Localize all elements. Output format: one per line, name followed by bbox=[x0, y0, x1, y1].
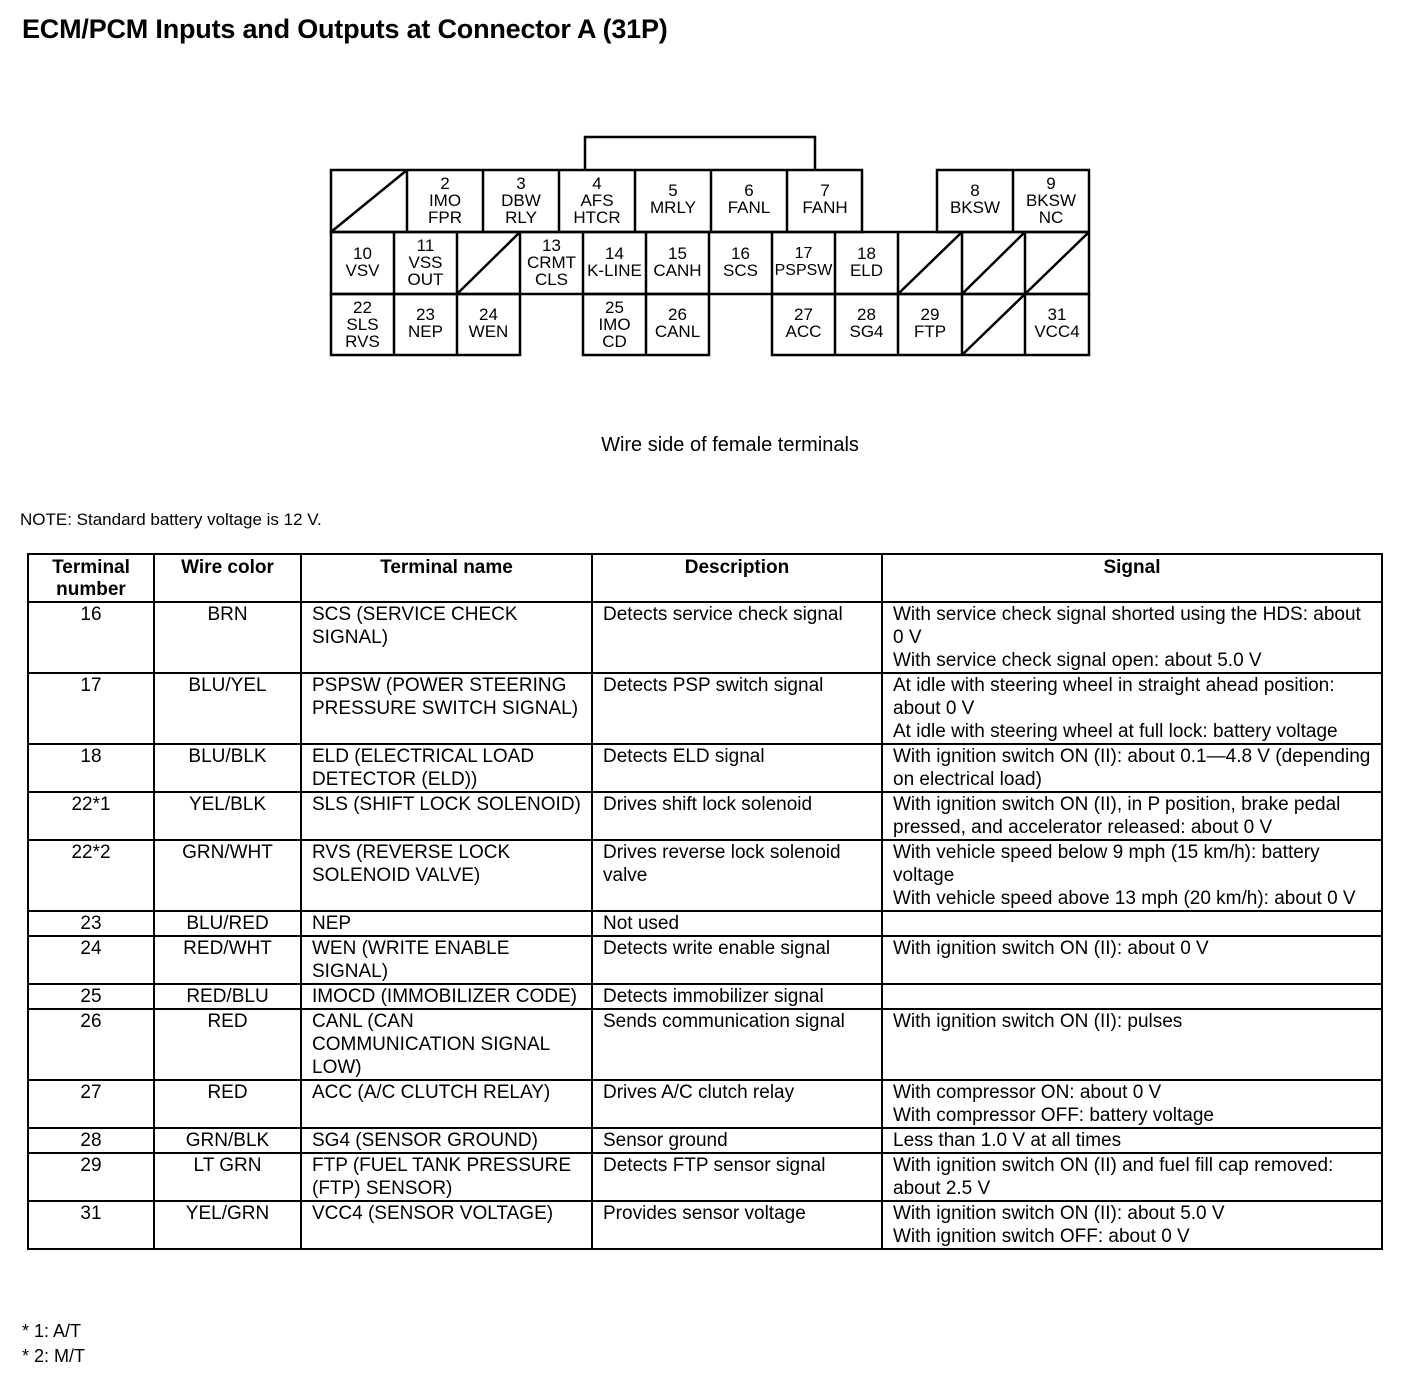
pin-number: 2 bbox=[440, 174, 450, 193]
cell-description: Sends communication signal bbox=[592, 1009, 882, 1080]
cell-terminal: 29 bbox=[28, 1153, 154, 1201]
cell-description: Detects ELD signal bbox=[592, 744, 882, 792]
cell-terminal: 22*2 bbox=[28, 840, 154, 911]
pin-number: 14 bbox=[605, 244, 624, 263]
cell-wire-color: BLU/RED bbox=[154, 911, 301, 936]
header-description: Description bbox=[592, 554, 882, 602]
cell-signal: With service check signal shorted using the HDS: about 0 V With service check signal open: about 5.0 V bbox=[882, 602, 1382, 673]
table-row bbox=[28, 1080, 1382, 1128]
header-signal: Signal bbox=[882, 554, 1382, 602]
pin-name: IMO FPR bbox=[428, 191, 462, 227]
table-row bbox=[28, 792, 1382, 840]
table-row bbox=[28, 1128, 1382, 1153]
cell-description: Detects FTP sensor signal bbox=[592, 1153, 882, 1201]
pin-name: ELD bbox=[849, 261, 884, 280]
cell-wire-color: YEL/GRN bbox=[154, 1201, 301, 1249]
pin-25 bbox=[583, 299, 646, 350]
cell-wire-color: RED/BLU bbox=[154, 984, 301, 1009]
cell-signal: With compressor ON: about 0 V With compressor OFF: battery voltage bbox=[882, 1080, 1382, 1128]
cell-description: Drives shift lock solenoid bbox=[592, 792, 882, 840]
pin-name: NEP bbox=[408, 322, 443, 341]
signal-table bbox=[27, 553, 1383, 1250]
pin-8 bbox=[937, 182, 1013, 216]
cell-signal: With ignition switch ON (II): about 0.1—4.8 V (depending on electrical load) bbox=[882, 744, 1382, 792]
table-body bbox=[28, 602, 1382, 1249]
cell-signal: Less than 1.0 V at all times bbox=[882, 1128, 1382, 1153]
pin-24 bbox=[457, 306, 520, 340]
voltage-note: NOTE: Standard battery voltage is 12 V. bbox=[20, 510, 322, 529]
pin-number: 26 bbox=[668, 305, 687, 324]
pin-number: 29 bbox=[920, 305, 940, 324]
cell-terminal-name: WEN (WRITE ENABLE SIGNAL) bbox=[301, 936, 592, 984]
pin-name: VCC4 bbox=[1034, 322, 1080, 341]
pin-number: 4 bbox=[592, 174, 602, 193]
cell-description: Drives reverse lock solenoid valve bbox=[592, 840, 882, 911]
pin-number: 31 bbox=[1047, 305, 1067, 324]
cell-terminal-name: IMOCD (IMMOBILIZER CODE) bbox=[301, 984, 592, 1009]
cell-wire-color: BLU/YEL bbox=[154, 673, 301, 744]
pin-name: IMO CD bbox=[598, 315, 631, 351]
pin-name: SCS bbox=[723, 261, 758, 280]
cell-description: Drives A/C clutch relay bbox=[592, 1080, 882, 1128]
pin-name: SG4 bbox=[849, 322, 884, 341]
pin-number: 15 bbox=[668, 244, 687, 263]
cell-terminal-name: SLS (SHIFT LOCK SOLENOID) bbox=[301, 792, 592, 840]
cell-terminal-name: ACC (A/C CLUTCH RELAY) bbox=[301, 1080, 592, 1128]
pin-number: 13 bbox=[542, 236, 561, 255]
pin-number: 16 bbox=[731, 244, 750, 263]
cell-description: Sensor ground bbox=[592, 1128, 882, 1153]
pin-number: 23 bbox=[416, 305, 435, 324]
pin-number: 5 bbox=[668, 181, 678, 200]
footnote-1: * 1: A/T bbox=[22, 1321, 82, 1341]
cell-wire-color: BRN bbox=[154, 602, 301, 673]
cell-signal: With ignition switch ON (II): pulses bbox=[882, 1009, 1382, 1080]
pin-number: 18 bbox=[857, 244, 876, 263]
pin-number: 17 bbox=[794, 245, 813, 262]
table-row bbox=[28, 1201, 1382, 1249]
cell-wire-color: RED bbox=[154, 1080, 301, 1128]
pin-number: 24 bbox=[479, 305, 498, 324]
pin-16 bbox=[709, 245, 772, 279]
table-row bbox=[28, 840, 1382, 911]
cell-terminal-name: SCS (SERVICE CHECK SIGNAL) bbox=[301, 602, 592, 673]
pin-name: BKSW bbox=[949, 198, 1001, 217]
cell-signal: At idle with steering wheel in straight ahead position: about 0 V At idle with steering wheel at full lock: battery voltage bbox=[882, 673, 1382, 744]
pin-15 bbox=[646, 245, 709, 279]
cell-wire-color: RED/WHT bbox=[154, 936, 301, 984]
diagram-caption: Wire side of female terminals bbox=[601, 434, 859, 456]
cell-terminal: 28 bbox=[28, 1128, 154, 1153]
cell-wire-color: RED bbox=[154, 1009, 301, 1080]
cell-description: Detects PSP switch signal bbox=[592, 673, 882, 744]
pin-number: 9 bbox=[1046, 174, 1056, 193]
pin-number: 25 bbox=[605, 298, 624, 317]
pin-name: CRMT CLS bbox=[526, 253, 577, 289]
table-row bbox=[28, 911, 1382, 936]
cell-signal bbox=[882, 911, 1382, 936]
pin-name: ACC bbox=[785, 322, 822, 341]
pin-name: PSPSW bbox=[774, 262, 833, 279]
cell-terminal: 27 bbox=[28, 1080, 154, 1128]
cell-terminal: 31 bbox=[28, 1201, 154, 1249]
pin-number: 11 bbox=[416, 236, 435, 255]
table-row bbox=[28, 602, 1382, 673]
cell-terminal-name: PSPSW (POWER STEERING PRESSURE SWITCH SIGNAL) bbox=[301, 673, 592, 744]
cell-signal: With ignition switch ON (II), in P position, brake pedal pressed, and accelerator released: about 0 V bbox=[882, 792, 1382, 840]
pin-name: CANH bbox=[653, 261, 702, 280]
cell-description: Not used bbox=[592, 911, 882, 936]
table-row bbox=[28, 744, 1382, 792]
pin-name: SLS RVS bbox=[345, 315, 380, 351]
pin-4 bbox=[559, 175, 635, 226]
cell-description: Provides sensor voltage bbox=[592, 1201, 882, 1249]
cell-terminal-name: SG4 (SENSOR GROUND) bbox=[301, 1128, 592, 1153]
pin-6 bbox=[711, 182, 787, 216]
footnote-2: * 2: M/T bbox=[22, 1346, 86, 1366]
pin-28 bbox=[835, 306, 898, 340]
cell-terminal-name: FTP (FUEL TANK PRESSURE (FTP) SENSOR) bbox=[301, 1153, 592, 1201]
table-row bbox=[28, 673, 1382, 744]
pin-name: AFS HTCR bbox=[573, 191, 621, 227]
pin-17 bbox=[772, 245, 835, 279]
pin-5 bbox=[635, 182, 711, 216]
cell-terminal: 26 bbox=[28, 1009, 154, 1080]
cell-terminal: 17 bbox=[28, 673, 154, 744]
cell-wire-color: YEL/BLK bbox=[154, 792, 301, 840]
table-row bbox=[28, 1153, 1382, 1201]
cell-terminal: 22*1 bbox=[28, 792, 154, 840]
connector-latch bbox=[585, 137, 815, 170]
cell-wire-color: GRN/BLK bbox=[154, 1128, 301, 1153]
pin-27 bbox=[772, 306, 835, 340]
cell-signal: With vehicle speed below 9 mph (15 km/h): battery voltage With vehicle speed above 13 mph (20 km/h): about 0 V bbox=[882, 840, 1382, 911]
pin-name: FTP bbox=[913, 322, 947, 341]
pin-2 bbox=[407, 175, 483, 226]
cell-description: Detects immobilizer signal bbox=[592, 984, 882, 1009]
cell-terminal: 18 bbox=[28, 744, 154, 792]
pin-number: 6 bbox=[744, 181, 754, 200]
cell-terminal-name: RVS (REVERSE LOCK SOLENOID VALVE) bbox=[301, 840, 592, 911]
page-title: ECM/PCM Inputs and Outputs at Connector A (31P) bbox=[22, 14, 668, 44]
pin-31 bbox=[1025, 306, 1089, 340]
cell-signal: With ignition switch ON (II): about 5.0 V With ignition switch OFF: about 0 V bbox=[882, 1201, 1382, 1249]
pin-number: 27 bbox=[794, 305, 813, 324]
pin-9 bbox=[1013, 175, 1089, 226]
header-wire-color: Wire color bbox=[154, 554, 301, 602]
pin-name: FANH bbox=[802, 198, 848, 217]
pin-3 bbox=[483, 175, 559, 226]
pin-name: VSS OUT bbox=[407, 253, 444, 289]
header-terminal-name: Terminal name bbox=[301, 554, 592, 602]
cell-wire-color: BLU/BLK bbox=[154, 744, 301, 792]
pin-11 bbox=[394, 237, 457, 288]
cell-terminal: 24 bbox=[28, 936, 154, 984]
pin-22 bbox=[331, 299, 394, 350]
table-row bbox=[28, 936, 1382, 984]
pin-13 bbox=[520, 237, 583, 288]
pin-name: MRLY bbox=[650, 198, 696, 217]
cell-terminal-name: CANL (CAN COMMUNICATION SIGNAL LOW) bbox=[301, 1009, 592, 1080]
cell-terminal: 23 bbox=[28, 911, 154, 936]
cell-terminal-name: NEP bbox=[301, 911, 592, 936]
cell-wire-color: LT GRN bbox=[154, 1153, 301, 1201]
pin-number: 3 bbox=[516, 174, 526, 193]
pin-number: 28 bbox=[857, 305, 876, 324]
pin-number: 22 bbox=[353, 298, 372, 317]
pin-10 bbox=[331, 245, 394, 279]
table-row bbox=[28, 1009, 1382, 1080]
cell-signal bbox=[882, 984, 1382, 1009]
pin-number: 10 bbox=[353, 244, 372, 263]
cell-terminal: 16 bbox=[28, 602, 154, 673]
pin-26 bbox=[646, 306, 709, 340]
table-header-row bbox=[28, 554, 1382, 602]
pin-23 bbox=[394, 306, 457, 340]
pin-name: FANL bbox=[727, 198, 771, 217]
cell-description: Detects service check signal bbox=[592, 602, 882, 673]
pin-number: 8 bbox=[970, 181, 980, 200]
header-terminal-number: Terminal number bbox=[28, 554, 154, 602]
pin-name: DBW RLY bbox=[501, 191, 541, 227]
pin-name: BKSW NC bbox=[1025, 191, 1077, 227]
pin-name: WEN bbox=[468, 322, 509, 341]
table-row bbox=[28, 984, 1382, 1009]
cell-wire-color: GRN/WHT bbox=[154, 840, 301, 911]
cell-signal: With ignition switch ON (II): about 0 V bbox=[882, 936, 1382, 984]
pin-18 bbox=[835, 245, 898, 279]
pin-7 bbox=[787, 182, 863, 216]
pin-number: 7 bbox=[820, 181, 830, 200]
cell-terminal-name: VCC4 (SENSOR VOLTAGE) bbox=[301, 1201, 592, 1249]
pin-14 bbox=[583, 245, 646, 279]
pin-name: K-LINE bbox=[587, 261, 642, 280]
pin-name: CANL bbox=[654, 322, 701, 341]
cell-signal: With ignition switch ON (II) and fuel fill cap removed: about 2.5 V bbox=[882, 1153, 1382, 1201]
cell-terminal-name: ELD (ELECTRICAL LOAD DETECTOR (ELD)) bbox=[301, 744, 592, 792]
cell-terminal: 25 bbox=[28, 984, 154, 1009]
cell-description: Detects write enable signal bbox=[592, 936, 882, 984]
pin-29 bbox=[898, 306, 962, 340]
pin-name: VSV bbox=[345, 261, 380, 280]
